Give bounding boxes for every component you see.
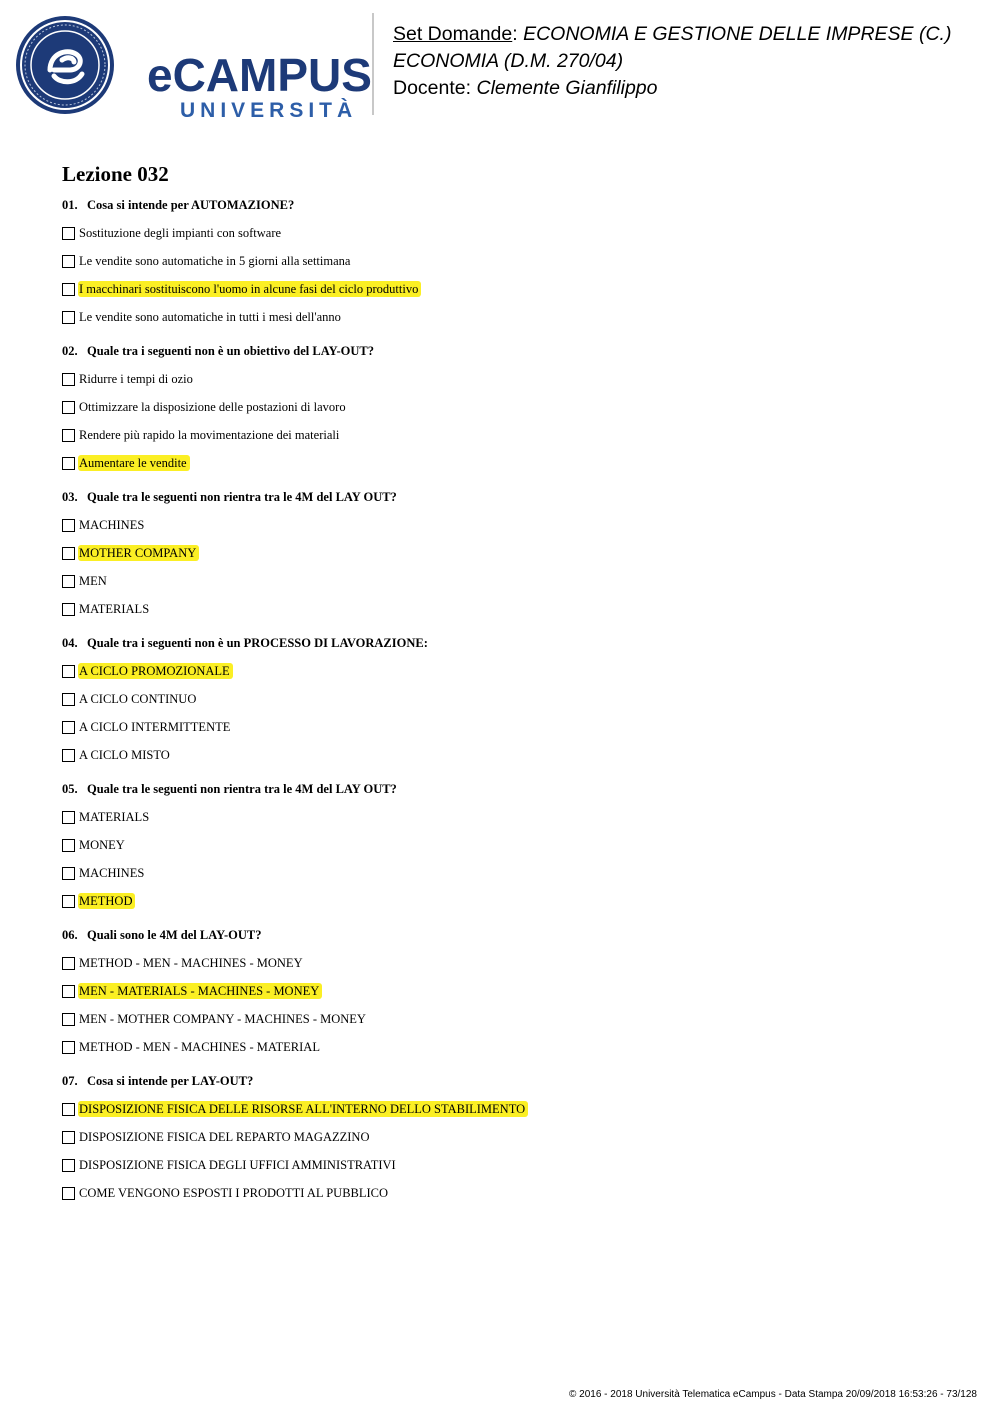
question-number: 05. <box>62 782 78 796</box>
answer-checkbox[interactable] <box>62 1187 75 1200</box>
question-label: Quale tra i seguenti non è un obiettivo del LAY-OUT? <box>87 344 374 358</box>
answer-checkbox[interactable] <box>62 1013 75 1026</box>
answer-option[interactable] <box>62 1095 962 1123</box>
question-block <box>62 488 962 623</box>
question-number: 06. <box>62 928 78 942</box>
logo-subtitle: UNIVERSITÀ <box>180 99 358 122</box>
answer-option[interactable] <box>62 1151 962 1179</box>
question-text <box>62 634 962 652</box>
question-block <box>62 780 962 915</box>
answer-option[interactable] <box>62 949 962 977</box>
question-block <box>62 196 962 331</box>
answer-checkbox[interactable] <box>62 547 75 560</box>
answer-label: Ridurre i tempi di ozio <box>79 372 193 386</box>
answer-label: MATERIALS <box>79 602 150 616</box>
answer-option[interactable] <box>62 365 962 393</box>
answer-checkbox[interactable] <box>62 839 75 852</box>
answer-checkbox[interactable] <box>62 1159 75 1172</box>
question-text <box>62 1072 962 1090</box>
answer-option[interactable] <box>62 247 962 275</box>
question-list <box>62 196 962 1218</box>
header-info <box>393 21 983 102</box>
answer-option[interactable] <box>62 741 962 769</box>
answer-label-highlighted: MOTHER COMPANY <box>78 545 199 561</box>
answer-label: A CICLO INTERMITTENTE <box>79 720 231 734</box>
answer-checkbox[interactable] <box>62 895 75 908</box>
question-label: Quali sono le 4M del LAY-OUT? <box>87 928 262 942</box>
answer-label-highlighted: I macchinari sostituiscono l'uomo in alcune fasi del ciclo produttivo <box>78 281 421 297</box>
ecampus-seal-icon <box>14 14 116 116</box>
answer-checkbox[interactable] <box>62 957 75 970</box>
answer-option[interactable] <box>62 275 962 303</box>
answer-label: MACHINES <box>79 518 145 532</box>
answer-label: DISPOSIZIONE FISICA DEL REPARTO MAGAZZINO <box>79 1130 370 1144</box>
answer-label: A CICLO CONTINUO <box>79 692 197 706</box>
answer-label: METHOD - MEN - MACHINES - MATERIAL <box>79 1040 320 1054</box>
answer-option[interactable] <box>62 511 962 539</box>
set-label: Set Domande <box>393 23 513 45</box>
question-label: Cosa si intende per LAY-OUT? <box>87 1074 254 1088</box>
answer-option[interactable] <box>62 657 962 685</box>
page-footer: © 2016 - 2018 Università Telematica eCampus - Data Stampa 20/09/2018 16:53:26 - 73/128 <box>569 1389 977 1400</box>
answer-label: MEN - MOTHER COMPANY - MACHINES - MONEY <box>79 1012 366 1026</box>
answer-checkbox[interactable] <box>62 985 75 998</box>
docente-line <box>393 75 983 102</box>
answer-checkbox[interactable] <box>62 519 75 532</box>
answer-label: Rendere più rapido la movimentazione dei materiali <box>79 428 340 442</box>
answer-checkbox[interactable] <box>62 1041 75 1054</box>
question-text <box>62 780 962 798</box>
question-label: Quale tra le seguenti non rientra tra le 4M del LAY OUT? <box>87 490 397 504</box>
answer-label-highlighted: METHOD <box>78 893 135 909</box>
answer-label: COME VENGONO ESPOSTI I PRODOTTI AL PUBBLICO <box>79 1186 389 1200</box>
answer-label: DISPOSIZIONE FISICA DEGLI UFFICI AMMINISTRATIVI <box>79 1158 396 1172</box>
question-block <box>62 1072 962 1207</box>
answer-label: Sostituzione degli impianti con software <box>79 226 282 240</box>
answer-label: METHOD - MEN - MACHINES - MONEY <box>79 956 303 970</box>
question-label: Cosa si intende per AUTOMAZIONE? <box>87 198 295 212</box>
answer-label: A CICLO MISTO <box>79 748 170 762</box>
question-number: 01. <box>62 198 78 212</box>
answer-label: MEN <box>79 574 107 588</box>
answer-option[interactable] <box>62 303 962 331</box>
answer-label-highlighted: MEN - MATERIALS - MACHINES - MONEY <box>78 983 322 999</box>
question-block <box>62 926 962 1061</box>
answer-option[interactable] <box>62 567 962 595</box>
header-divider <box>372 13 374 115</box>
docente-name: Clemente Gianfilippo <box>476 77 658 99</box>
answer-option[interactable] <box>62 1123 962 1151</box>
set-name-line1: ECONOMIA E GESTIONE DELLE IMPRESE (C.) <box>523 23 952 45</box>
answer-checkbox[interactable] <box>62 603 75 616</box>
question-number: 07. <box>62 1074 78 1088</box>
answer-checkbox[interactable] <box>62 575 75 588</box>
answer-label: Ottimizzare la disposizione delle postazioni di lavoro <box>79 400 346 414</box>
lesson-title: Lezione 032 <box>62 162 169 186</box>
answer-option[interactable] <box>62 887 962 915</box>
answer-checkbox[interactable] <box>62 429 75 442</box>
question-text <box>62 926 962 944</box>
question-block <box>62 342 962 477</box>
answer-label-highlighted: Aumentare le vendite <box>78 455 190 471</box>
answer-checkbox[interactable] <box>62 401 75 414</box>
answer-option[interactable] <box>62 595 962 623</box>
answer-option[interactable] <box>62 713 962 741</box>
answer-checkbox[interactable] <box>62 867 75 880</box>
answer-label: Le vendite sono automatiche in 5 giorni alla settimana <box>79 254 351 268</box>
answer-checkbox[interactable] <box>62 749 75 762</box>
question-text <box>62 196 962 214</box>
answer-label-highlighted: A CICLO PROMOZIONALE <box>78 663 233 679</box>
answer-checkbox[interactable] <box>62 283 75 296</box>
answer-option[interactable] <box>62 803 962 831</box>
answer-option[interactable] <box>62 685 962 713</box>
logo-wordmark: eCAMPUS <box>147 49 372 101</box>
answer-option[interactable] <box>62 539 962 567</box>
question-block <box>62 634 962 769</box>
answer-checkbox[interactable] <box>62 311 75 324</box>
answer-label: Le vendite sono automatiche in tutti i mesi dell'anno <box>79 310 341 324</box>
ecampus-logo <box>14 14 372 122</box>
question-number: 02. <box>62 344 78 358</box>
answer-option[interactable] <box>62 859 962 887</box>
question-text <box>62 342 962 360</box>
answer-option[interactable] <box>62 449 962 477</box>
answer-option[interactable] <box>62 831 962 859</box>
answer-option[interactable] <box>62 393 962 421</box>
answer-label: MONEY <box>79 838 125 852</box>
answer-checkbox[interactable] <box>62 693 75 706</box>
question-label: Quale tra le seguenti non rientra tra le 4M del LAY OUT? <box>87 782 397 796</box>
question-number: 04. <box>62 636 78 650</box>
answer-checkbox[interactable] <box>62 811 75 824</box>
answer-option[interactable] <box>62 1179 962 1207</box>
answer-checkbox[interactable] <box>62 721 75 734</box>
answer-option[interactable] <box>62 1005 962 1033</box>
answer-checkbox[interactable] <box>62 255 75 268</box>
question-text <box>62 488 962 506</box>
answer-checkbox[interactable] <box>62 373 75 386</box>
answer-option[interactable] <box>62 1033 962 1061</box>
answer-option[interactable] <box>62 219 962 247</box>
question-label: Quale tra i seguenti non è un PROCESSO DI LAVORAZIONE: <box>87 636 428 650</box>
answer-checkbox[interactable] <box>62 1103 75 1116</box>
answer-label-highlighted: DISPOSIZIONE FISICA DELLE RISORSE ALL'INTERNO DELLO STABILIMENTO <box>78 1101 528 1117</box>
answer-option[interactable] <box>62 421 962 449</box>
question-number: 03. <box>62 490 78 504</box>
set-line: Set Domande: ECONOMIA E GESTIONE DELLE IMPRESE (C.) <box>393 23 952 45</box>
answer-checkbox[interactable] <box>62 665 75 678</box>
answer-label: MATERIALS <box>79 810 150 824</box>
set-name-line2: ECONOMIA (D.M. 270/04) <box>393 50 624 72</box>
answer-checkbox[interactable] <box>62 227 75 240</box>
answer-checkbox[interactable] <box>62 457 75 470</box>
answer-label: MACHINES <box>79 866 145 880</box>
docente-label: Docente: <box>393 77 472 99</box>
answer-option[interactable] <box>62 977 962 1005</box>
answer-checkbox[interactable] <box>62 1131 75 1144</box>
